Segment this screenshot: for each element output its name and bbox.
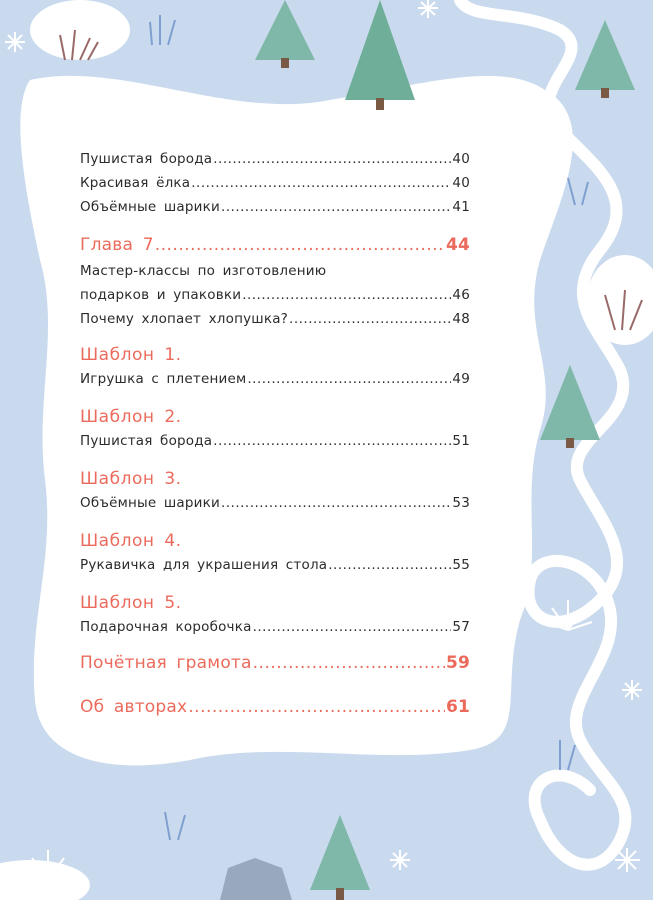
leader-dots — [221, 198, 451, 216]
stone-icon — [220, 858, 292, 900]
toc-entry-title: Красивая ёлка — [80, 175, 191, 191]
toc-entry-title: Почётная грамота — [80, 653, 252, 673]
leader-dots — [213, 432, 451, 450]
template-heading: Шаблон 1. — [80, 345, 182, 365]
toc-entry[interactable] — [80, 198, 470, 216]
toc-entry[interactable] — [80, 618, 470, 636]
toc-entry-page: 46 — [452, 287, 470, 303]
leader-dots — [247, 370, 451, 388]
toc-entry-title: Игрушка с плетением — [80, 371, 247, 387]
chapter-heading[interactable] — [80, 234, 470, 256]
tree-icon — [540, 365, 600, 448]
leader-dots — [191, 174, 451, 192]
toc-entry-page: 41 — [452, 199, 470, 215]
toc-entry-page: 40 — [452, 175, 470, 191]
leader-dots — [155, 234, 445, 256]
toc-entry-page: 57 — [452, 619, 470, 635]
leader-dots — [213, 150, 451, 168]
toc-template-5 — [80, 592, 470, 636]
template-heading: Шаблон 2. — [80, 407, 182, 427]
toc-entry[interactable] — [80, 370, 470, 388]
toc-entry-title: Почему хлопает хлопушка? — [80, 311, 289, 327]
toc-entry[interactable] — [80, 286, 470, 304]
tree-icon — [575, 20, 635, 98]
toc-entry-title: Рукавичка для украшения стола — [80, 557, 328, 573]
toc-template-1 — [80, 344, 470, 388]
toc-entry[interactable] — [80, 494, 470, 512]
toc-entry[interactable] — [80, 310, 470, 328]
toc-entry-title: Объёмные шарики — [80, 495, 220, 511]
toc-entry[interactable] — [80, 174, 470, 192]
toc-authors — [80, 696, 470, 718]
toc-entry-title: Пушистая борода — [80, 433, 213, 449]
toc-entry[interactable] — [80, 150, 470, 168]
toc-entry-title: подарков и упаковки — [80, 287, 242, 303]
tree-icon — [345, 0, 415, 110]
toc-entry-page: 55 — [452, 557, 470, 573]
toc-entry-title: Объёмные шарики — [80, 199, 220, 215]
toc-entry[interactable] — [80, 432, 470, 450]
snow-mound — [30, 0, 130, 60]
toc-template-2 — [80, 406, 470, 450]
toc-template-4 — [80, 530, 470, 574]
toc-group-1 — [80, 150, 470, 216]
toc-entry-page: 59 — [445, 653, 470, 673]
toc-entry-page: 51 — [452, 433, 470, 449]
toc-template-3 — [80, 468, 470, 512]
toc-entry-page: 53 — [452, 495, 470, 511]
leader-dots — [253, 618, 452, 636]
leader-dots — [253, 652, 445, 674]
leader-dots — [328, 556, 451, 574]
toc-chapter-7 — [80, 234, 470, 328]
template-heading: Шаблон 4. — [80, 531, 182, 551]
toc-entry[interactable] — [80, 556, 470, 574]
template-heading: Шаблон 3. — [80, 469, 182, 489]
toc-entry-page: 48 — [452, 311, 470, 327]
leader-dots — [221, 494, 451, 512]
toc-entry-title: Пушистая борода — [80, 151, 213, 167]
chapter-title: Глава 7 — [80, 235, 154, 255]
leader-dots — [188, 696, 445, 718]
chapter-page: 44 — [445, 235, 470, 255]
tree-icon — [255, 0, 315, 68]
certificate-entry[interactable] — [80, 652, 470, 674]
toc-entry-title: Об авторах — [80, 697, 188, 717]
toc-entry-page: 40 — [452, 151, 470, 167]
toc-entry-title: Подарочная коробочка — [80, 619, 252, 635]
toc-entry-page: 49 — [452, 371, 470, 387]
toc-entry-page: 61 — [445, 697, 470, 717]
tree-icon — [310, 815, 370, 900]
template-heading: Шаблон 5. — [80, 593, 182, 613]
leader-dots — [289, 310, 451, 328]
toc-certificate — [80, 652, 470, 674]
leader-dots — [242, 286, 451, 304]
authors-entry[interactable] — [80, 696, 470, 718]
toc-entry-line: Мастер-классы по изготовлению — [80, 263, 327, 279]
